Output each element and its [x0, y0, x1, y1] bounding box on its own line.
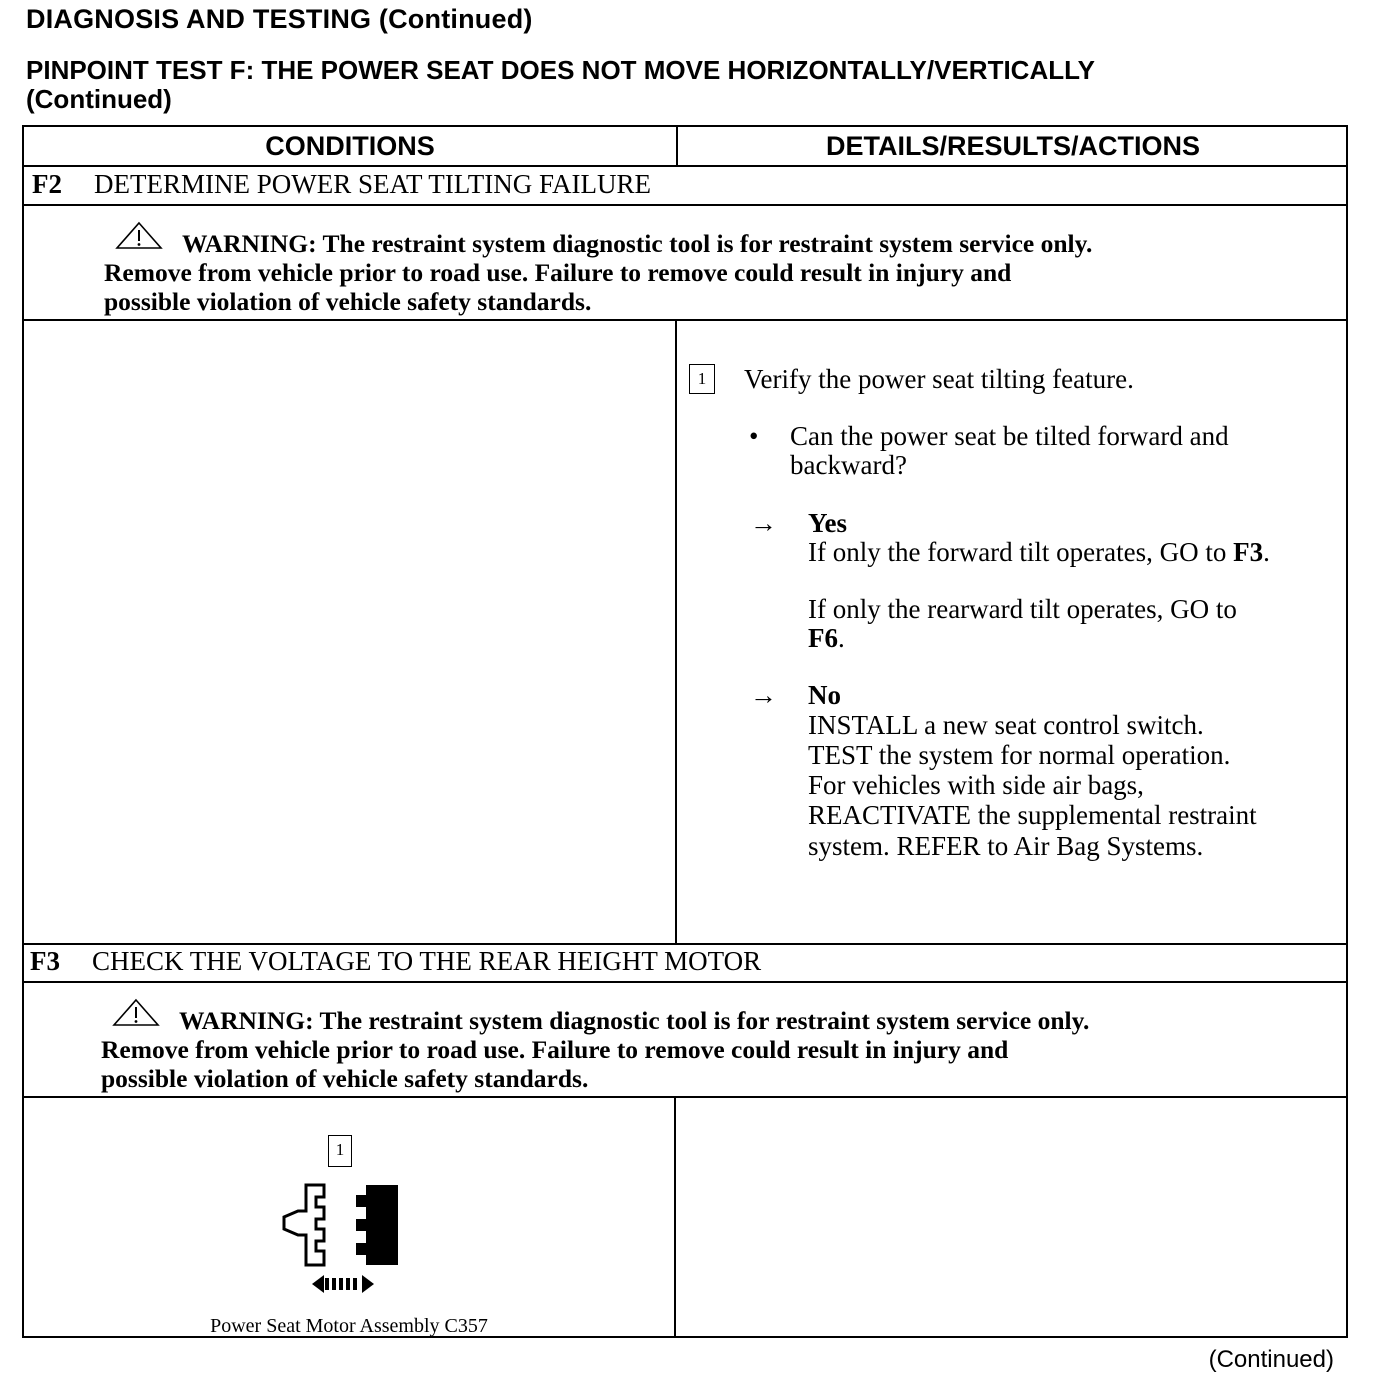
yes-line3-period: .	[838, 623, 845, 653]
step-code-f3: F3	[30, 946, 60, 976]
warning-line2-f3: Remove from vehicle prior to road use. Failure to remove could result in injury and	[101, 1035, 1009, 1064]
warning-block-f2	[104, 229, 1092, 316]
column-divider	[674, 1096, 676, 1338]
warning-line2-f2: Remove from vehicle prior to road use. Failure to remove could result in injury and	[104, 258, 1012, 287]
result-yes-line1	[808, 537, 1270, 567]
pinpoint-test-table	[22, 125, 1348, 1338]
step-heading-f2	[32, 169, 651, 200]
result-no-label: No	[808, 680, 841, 710]
continued-footer: (Continued)	[1208, 1346, 1334, 1373]
warning-line1-f3: WARNING: The restraint system diagnostic tool is for restraint system service only.	[179, 1006, 1090, 1035]
page-title: DIAGNOSIS AND TESTING (Continued)	[26, 4, 533, 34]
question-line2: backward?	[790, 450, 907, 480]
warning-line1-f2: WARNING: The restraint system diagnostic tool is for restraint system service only.	[182, 229, 1093, 258]
step-title-f3: CHECK THE VOLTAGE TO THE REAR HEIGHT MOTOR	[92, 946, 762, 976]
arrow-right-icon: →	[750, 680, 777, 710]
step-number-box: 1	[689, 364, 715, 394]
result-no-line4: REACTIVATE the supplemental restraint	[808, 800, 1257, 830]
bullet-icon: •	[749, 421, 759, 451]
result-no-line1: INSTALL a new seat control switch.	[808, 710, 1204, 740]
go-to-f3: F3	[1233, 537, 1264, 567]
yes-line1-text: If only the forward tilt operates, GO to	[808, 537, 1234, 567]
question-line1: Can the power seat be tilted forward and	[790, 421, 1229, 451]
row-divider	[24, 943, 1346, 945]
row-divider	[24, 204, 1346, 206]
go-to-f6: F6	[808, 623, 838, 653]
result-no-line5: system. REFER to Air Bag Systems.	[808, 831, 1204, 861]
result-no-line2: TEST the system for normal operation.	[808, 740, 1231, 770]
step-title-f2: DETERMINE POWER SEAT TILTING FAILURE	[94, 169, 651, 199]
row-divider	[24, 319, 1346, 321]
result-no-line3: For vehicles with side air bags,	[808, 770, 1144, 800]
row-divider	[24, 981, 1346, 983]
step-instruction: Verify the power seat tilting feature.	[744, 364, 1134, 394]
warning-block-f3	[101, 1006, 1089, 1093]
column-header-conditions: CONDITIONS	[265, 131, 435, 161]
power-seat-motor-connector-icon	[276, 1175, 406, 1299]
step-heading-f3	[30, 946, 761, 977]
test-title-line1: PINPOINT TEST F: THE POWER SEAT DOES NOT MOVE HORIZONTALLY/VERTICALLY	[26, 55, 1095, 85]
column-divider	[675, 319, 677, 943]
result-yes-line3	[808, 623, 845, 653]
warning-line3-f3: possible violation of vehicle safety standards.	[101, 1064, 589, 1093]
warning-icon	[111, 998, 161, 1028]
row-divider	[24, 165, 1346, 167]
column-header-details: DETAILS/RESULTS/ACTIONS	[825, 131, 1200, 161]
result-yes-label: Yes	[808, 508, 847, 538]
arrow-right-icon: →	[750, 508, 777, 538]
test-title	[26, 56, 1095, 114]
figure-caption: Power Seat Motor Assembly C357	[210, 1315, 488, 1337]
warning-icon	[114, 221, 164, 251]
row-divider	[24, 1096, 1346, 1098]
result-yes-line2: If only the rearward tilt operates, GO to	[808, 594, 1237, 624]
header-divider	[676, 127, 678, 165]
figure-step-box: 1	[328, 1135, 352, 1167]
warning-line3-f2: possible violation of vehicle safety standards.	[104, 287, 592, 316]
step-code-f2: F2	[32, 169, 62, 199]
test-title-line2: (Continued)	[26, 84, 172, 114]
yes-line1-period: .	[1263, 537, 1270, 567]
